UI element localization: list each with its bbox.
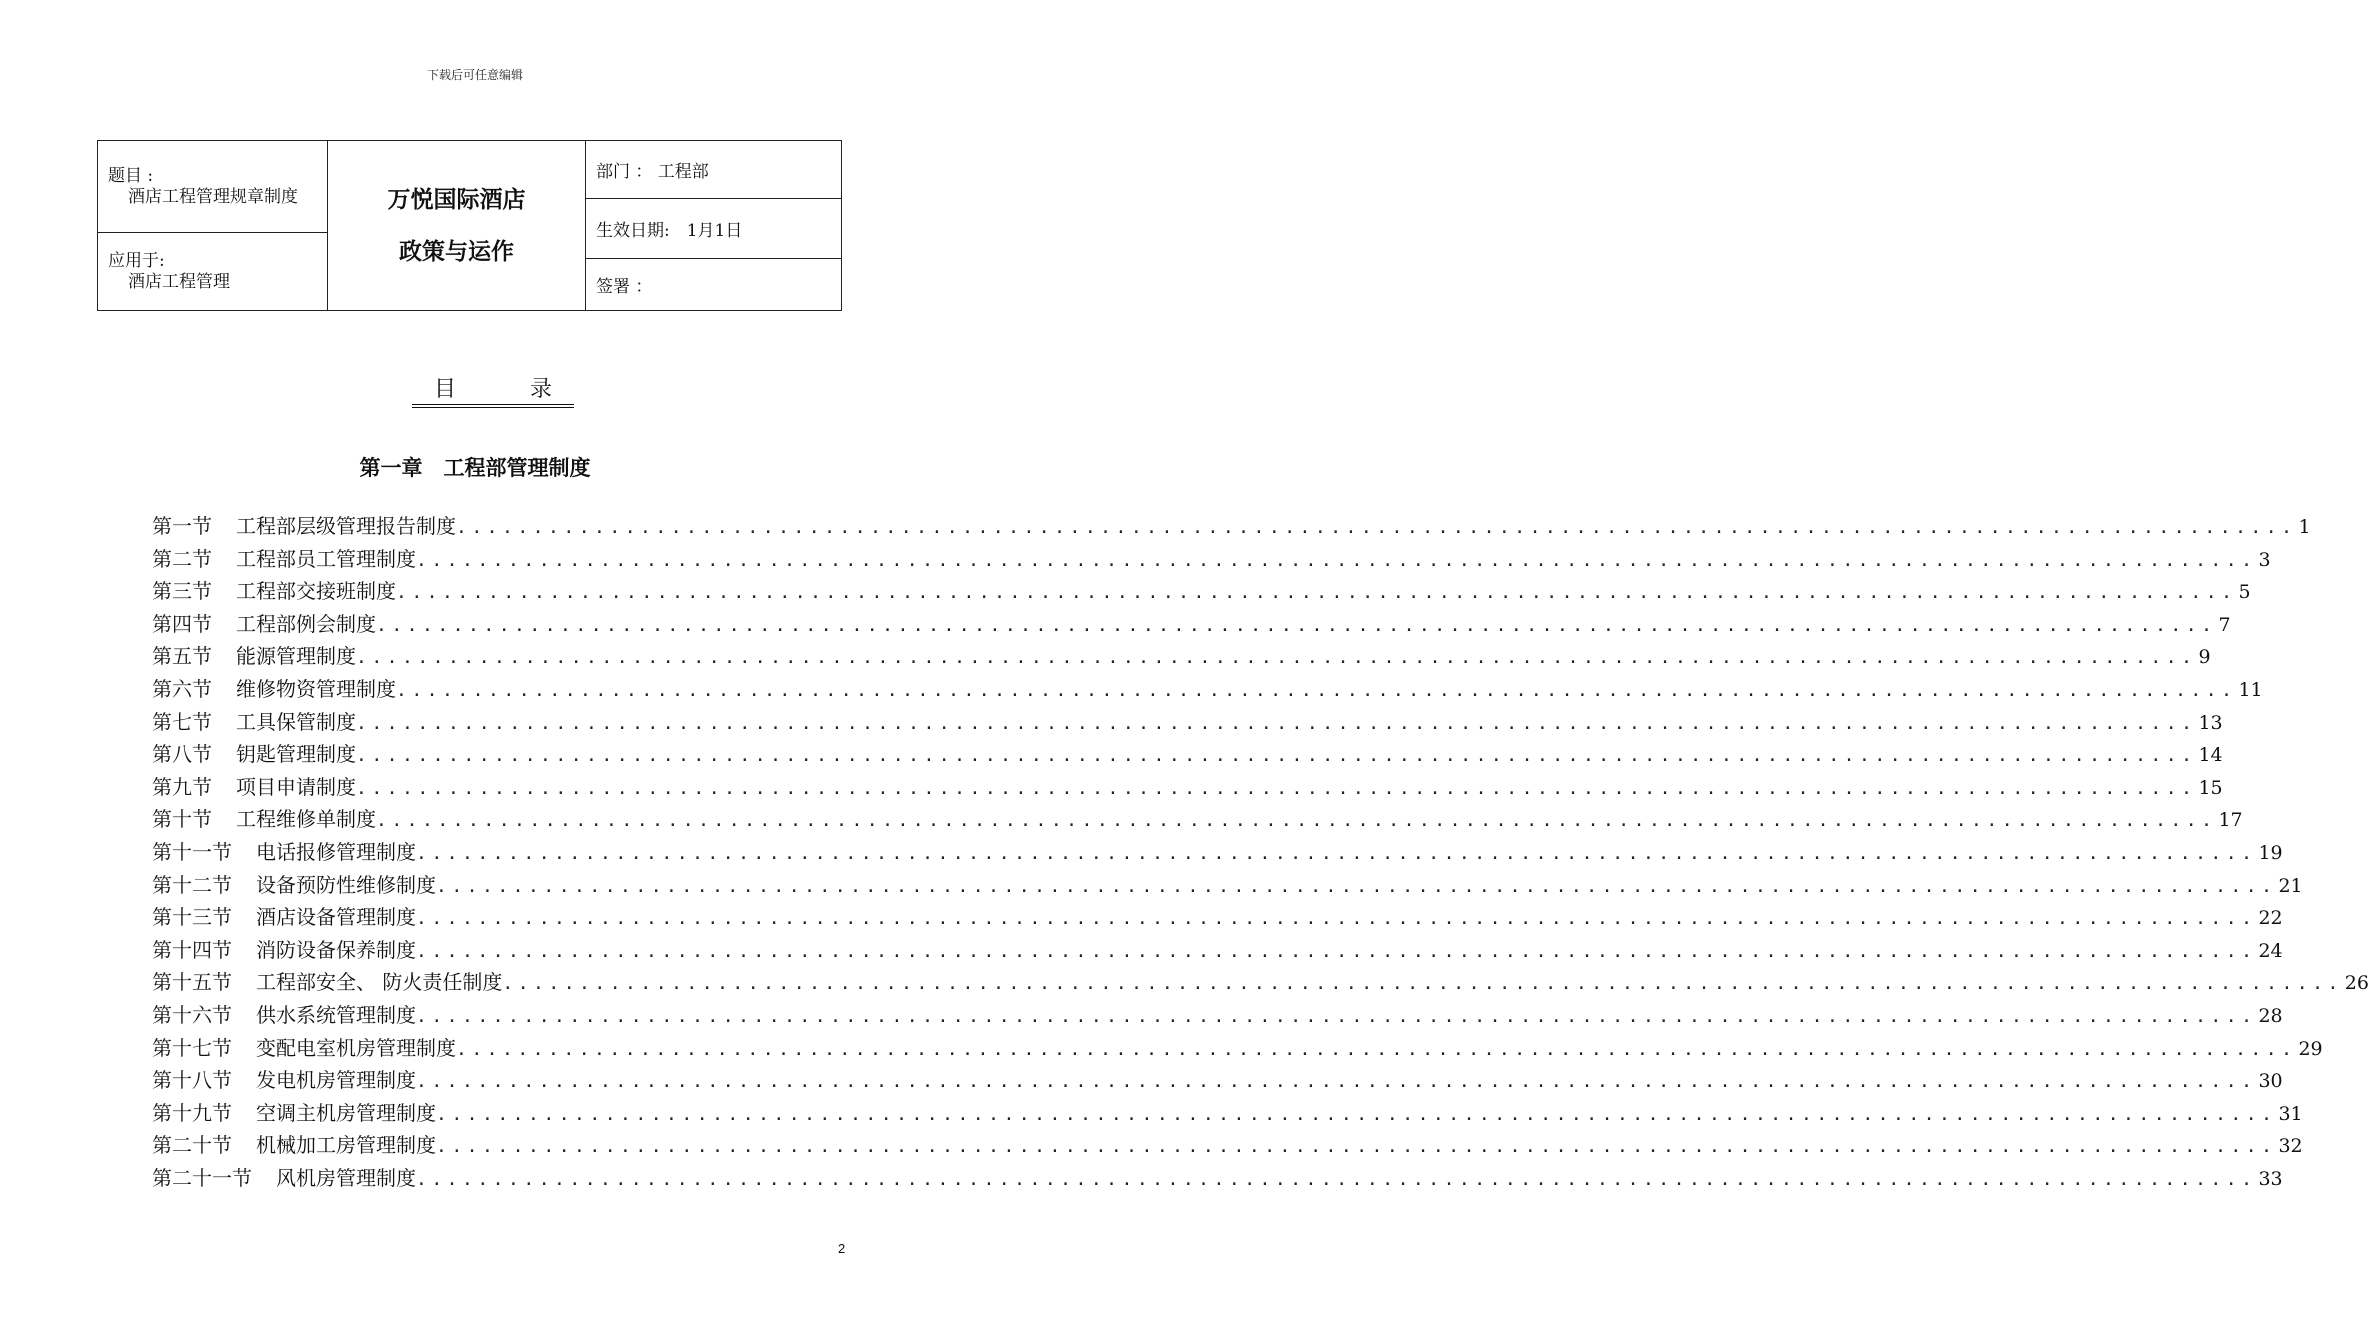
toc-entry-title: 工具保管制度 — [236, 709, 356, 734]
toc-entry-page: 32 — [2278, 1135, 2303, 1158]
toc-entry-number: 第十一节 — [152, 839, 232, 864]
toc-entry-page: 22 — [2258, 907, 2283, 930]
applies-cell — [98, 233, 328, 311]
toc-entry-title: 维修物资管理制度 — [236, 676, 396, 701]
toc-entry-leader: ........................................................................................................................ — [376, 810, 2217, 832]
toc-entry-title: 机械加工房管理制度 — [256, 1133, 436, 1158]
toc-entry-page: 17 — [2218, 809, 2243, 832]
toc-heading-underline — [412, 404, 574, 405]
toc-entry[interactable] — [152, 999, 2283, 1032]
toc-entry[interactable] — [152, 543, 2271, 576]
toc-entry-number: 第一节 — [152, 514, 212, 538]
effective-date-cell: 生效日期: 1月1日 — [586, 199, 842, 259]
subject-value: 酒店工程管理规章制度 — [128, 186, 298, 207]
toc-entry-leader: ........................................................................................................................ — [436, 1103, 2277, 1125]
toc-entry-page: 29 — [2298, 1037, 2323, 1060]
toc-entry-leader: ........................................................................................................................ — [376, 614, 2217, 636]
toc-entry-page: 30 — [2258, 1070, 2283, 1093]
toc-entry-leader: ........................................................................................................................ — [356, 777, 2197, 799]
toc-entry-title: 工程部安全、 防火责任制度 — [256, 970, 503, 995]
toc-entry[interactable] — [152, 1129, 2303, 1162]
toc-entry[interactable] — [152, 966, 2369, 999]
toc-entry-page: 24 — [2258, 939, 2283, 962]
toc-entry-number: 第十六节 — [152, 1002, 232, 1027]
applies-label: 应用于: — [108, 250, 165, 271]
toc-entry-number: 第九节 — [152, 774, 212, 799]
toc-entry-number: 第七节 — [152, 709, 212, 734]
toc-entry[interactable] — [152, 771, 2223, 804]
toc-entry-title: 消防设备保养制度 — [256, 937, 416, 962]
toc-entry-number: 第十三节 — [152, 905, 232, 930]
toc-entry-number: 第六节 — [152, 676, 212, 701]
toc-entry-number: 第十七节 — [152, 1035, 232, 1060]
toc-entry-page: 5 — [2238, 581, 2251, 604]
toc-entry-leader: ........................................................................................................................ — [436, 875, 2277, 897]
toc-entry[interactable] — [152, 1032, 2323, 1065]
department-cell: 部门 ： 工程部 — [586, 141, 842, 199]
chapter-title: 第一章 工程部管理制度 — [359, 456, 591, 480]
toc-entry-page: 7 — [2218, 613, 2231, 636]
toc-heading-left: 目 — [434, 377, 457, 402]
toc-entry-page: 14 — [2198, 744, 2223, 767]
subject-label: 题目 : — [108, 165, 154, 186]
toc-entry-leader: ........................................................................................................................ — [416, 1071, 2257, 1093]
toc-entry-title: 工程部例会制度 — [236, 611, 376, 636]
toc-heading-right: 录 — [529, 377, 552, 402]
toc-entry[interactable] — [152, 934, 2283, 967]
toc-entry-title: 工程部交接班制度 — [236, 579, 396, 604]
hotel-title-cell — [328, 141, 586, 311]
toc-entry-page: 15 — [2198, 776, 2223, 799]
toc-entry-leader: ........................................................................................................................ — [356, 712, 2197, 734]
toc-entry-page: 33 — [2258, 1167, 2283, 1190]
toc-entry-leader: ........................................................................................................................ — [502, 973, 2343, 995]
toc-entry-number: 第二节 — [152, 546, 212, 571]
toc-entry-title: 变配电室机房管理制度 — [256, 1035, 456, 1060]
toc-entry-page: 26 — [2344, 972, 2369, 995]
toc-entry-number: 第八节 — [152, 742, 212, 767]
toc-entry[interactable] — [152, 608, 2231, 641]
toc-entry-page: 11 — [2238, 678, 2263, 701]
toc-entry-leader: ........................................................................................................................ — [416, 908, 2257, 930]
doc-type: 政策与运作 — [399, 237, 514, 265]
toc-entry-leader: ........................................................................................................................ — [416, 549, 2257, 571]
toc-entry-number: 第十节 — [152, 807, 212, 832]
hotel-name: 万悦国际酒店 — [387, 185, 526, 213]
toc-heading — [412, 372, 574, 408]
toc-entry-title: 工程维修单制度 — [236, 807, 376, 832]
toc-entry-title: 工程部员工管理制度 — [236, 546, 416, 571]
toc-entry-title: 项目申请制度 — [236, 774, 356, 799]
toc-entry-title: 风机房管理制度 — [276, 1165, 416, 1190]
toc-entry[interactable] — [152, 1097, 2303, 1130]
toc-entry-leader: ........................................................................................................................ — [356, 647, 2197, 669]
toc-entry[interactable] — [152, 1162, 2283, 1195]
toc-entry-leader: ........................................................................................................................ — [456, 517, 2297, 538]
toc-entry-title: 发电机房管理制度 — [256, 1068, 416, 1093]
document-header-table — [97, 140, 842, 311]
subject-cell — [98, 141, 328, 233]
toc-entry-page: 28 — [2258, 1004, 2283, 1027]
watermark-text: 下载后可任意编辑 — [426, 68, 523, 82]
toc-entry-title: 电话报修管理制度 — [256, 839, 416, 864]
toc-entry[interactable] — [152, 738, 2223, 771]
toc-entry-number: 第十五节 — [152, 970, 232, 995]
page-number: 2 — [838, 1241, 846, 1256]
toc-entry-page: 3 — [2258, 548, 2271, 571]
toc-entry-number: 第十二节 — [152, 872, 232, 897]
toc-entry-number: 第十四节 — [152, 937, 232, 962]
toc-entry-page: 19 — [2258, 841, 2283, 864]
toc-entry-leader: ........................................................................................................................ — [356, 745, 2197, 767]
toc-entry[interactable] — [152, 640, 2211, 673]
toc-entry-title: 设备预防性维修制度 — [256, 872, 436, 897]
toc-entry[interactable] — [152, 673, 2263, 706]
toc-entry[interactable] — [152, 803, 2243, 836]
toc-entry-leader: ........................................................................................................................ — [416, 1168, 2257, 1190]
signature-cell: 签署 ： — [586, 259, 842, 311]
toc-entry-page: 9 — [2198, 646, 2211, 669]
toc-entry-number: 第二十节 — [152, 1133, 232, 1158]
toc-entry-page: 13 — [2198, 711, 2223, 734]
toc-entry-title: 酒店设备管理制度 — [256, 905, 416, 930]
toc-entry-number: 第十八节 — [152, 1068, 232, 1093]
toc-entry-number: 第二十一节 — [152, 1165, 252, 1190]
toc-entry[interactable] — [152, 510, 2311, 543]
toc-heading-underline-second — [412, 407, 574, 408]
toc-entry-title: 供水系统管理制度 — [256, 1002, 416, 1027]
toc-entry-leader: ........................................................................................................................ — [416, 1005, 2257, 1027]
toc-entry[interactable] — [152, 869, 2303, 902]
toc-entry-number: 第三节 — [152, 579, 212, 604]
toc-entry-number: 第五节 — [152, 644, 212, 669]
toc-entry-leader: ........................................................................................................................ — [416, 940, 2257, 962]
toc-entry-page: 31 — [2278, 1102, 2303, 1125]
toc-entry-title: 空调主机房管理制度 — [256, 1100, 436, 1125]
toc-entry-title: 能源管理制度 — [236, 644, 356, 669]
applies-value: 酒店工程管理 — [128, 271, 230, 292]
toc-entry-page: 21 — [2278, 874, 2303, 897]
toc-entry[interactable] — [152, 901, 2283, 934]
toc-entry[interactable] — [152, 575, 2251, 608]
toc-entry-leader: ........................................................................................................................ — [436, 1136, 2277, 1158]
toc-entry-number: 第四节 — [152, 611, 212, 636]
toc-entry[interactable] — [152, 836, 2283, 869]
toc-entry[interactable] — [152, 1064, 2283, 1097]
toc-entry-leader: ........................................................................................................................ — [456, 1038, 2297, 1060]
table-of-contents — [152, 510, 2369, 1194]
toc-entry-leader: ........................................................................................................................ — [416, 842, 2257, 864]
toc-entry-leader: ........................................................................................................................ — [396, 582, 2237, 604]
toc-entry-page: 1 — [2298, 516, 2311, 538]
toc-entry[interactable] — [152, 706, 2223, 739]
toc-entry-leader: ........................................................................................................................ — [396, 679, 2237, 701]
toc-entry-title: 工程部层级管理报告制度 — [236, 514, 456, 538]
toc-entry-number: 第十九节 — [152, 1100, 232, 1125]
toc-entry-title: 钥匙管理制度 — [236, 742, 356, 767]
